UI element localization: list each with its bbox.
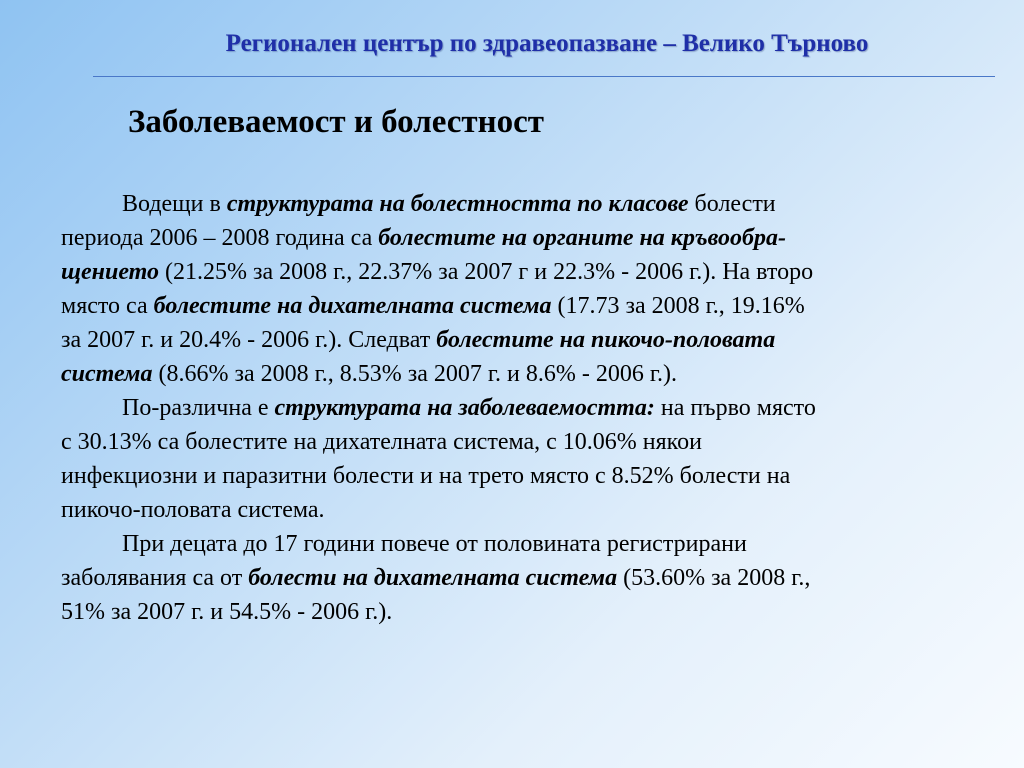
emphasized-text: система — [61, 361, 153, 387]
emphasized-text: щението — [61, 259, 160, 285]
text-line — [61, 493, 961, 527]
emphasized-text: болести на дихателната система — [248, 565, 618, 591]
text-line — [61, 425, 961, 459]
text-line — [61, 187, 961, 221]
paragraph-3 — [61, 527, 961, 629]
text-run: (53.60% за 2008 г., — [617, 565, 811, 591]
text-run: на първо място — [654, 395, 816, 421]
paragraph-2 — [61, 391, 961, 527]
text-run: с 30.13% са болестите на дихателната система, с 10.06% някои — [61, 429, 702, 455]
text-line — [61, 221, 961, 255]
text-line — [61, 255, 961, 289]
header-title: Регионален център по здравеопазване – Велико Търново — [225, 30, 869, 57]
section-title: Заболеваемост и болестност — [128, 104, 545, 140]
emphasized-text: болестите на органите на кръвообра- — [378, 225, 786, 251]
text-run: По-различна е — [122, 395, 275, 421]
text-run: болести — [688, 191, 776, 217]
text-line — [61, 561, 961, 595]
text-run: пикочо-половата система. — [61, 497, 325, 523]
text-line — [61, 527, 961, 561]
paragraph-1 — [61, 187, 961, 391]
text-run: за 2007 г. и 20.4% - 2006 г.). Следват — [61, 327, 437, 353]
text-run: (17.73 за 2008 г., 19.16% — [551, 293, 805, 319]
text-line — [61, 459, 961, 493]
emphasized-text: структурата на болестността по класове — [226, 191, 689, 217]
text-run: 51% за 2007 г. и 54.5% - 2006 г.). — [61, 599, 393, 625]
header-divider — [93, 76, 995, 77]
text-run: място са — [61, 293, 154, 319]
text-run: (21.25% за 2008 г., 22.37% за 2007 г и 22.3% - 2006 г.). На второ — [159, 259, 814, 285]
text-run: заболявания са от — [61, 565, 249, 591]
text-run: (8.66% за 2008 г., 8.53% за 2007 г. и 8.6% - 2006 г.). — [152, 361, 677, 387]
text-line — [61, 323, 961, 357]
text-line — [61, 289, 961, 323]
text-line — [61, 391, 961, 425]
emphasized-text: структурата на заболеваемостта: — [274, 395, 655, 421]
text-run: При децата до 17 години повече от половината регистрирани — [122, 531, 747, 557]
text-run: периода 2006 – 2008 година са — [61, 225, 379, 251]
emphasized-text: болестите на пикочо-половата — [436, 327, 776, 353]
text-run: инфекциозни и паразитни болести и на трето място с 8.52% болести на — [61, 463, 791, 489]
body-text — [61, 187, 961, 629]
emphasized-text: болестите на дихателната система — [153, 293, 552, 319]
text-line — [61, 595, 961, 629]
text-line — [61, 357, 961, 391]
text-run: Водещи в — [122, 191, 227, 217]
